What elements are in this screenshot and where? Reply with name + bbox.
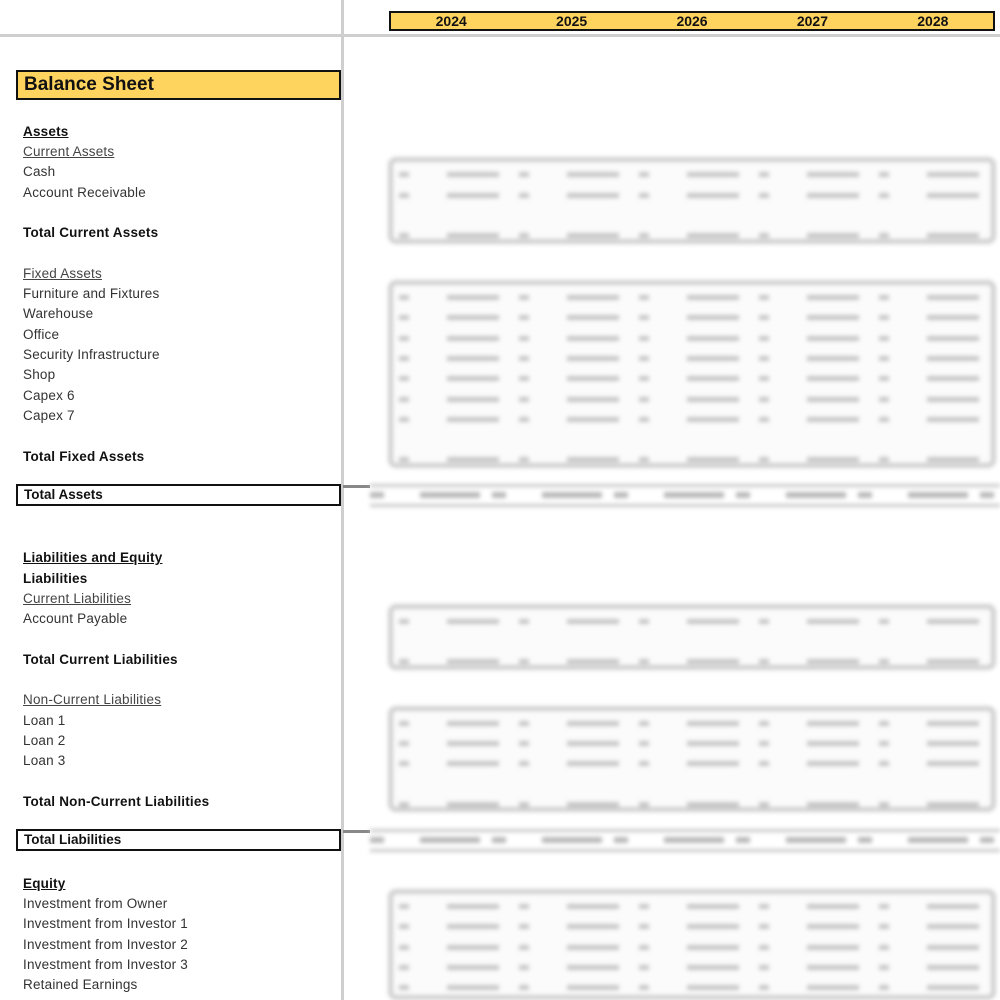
row-label-account-receivable: Account Receivable [23,185,146,200]
row-label-fixed-item: Furniture and Fixtures [23,286,160,301]
liabilities-heading: Liabilities [23,571,88,586]
total-assets-values [370,484,1000,508]
total-assets-row [16,484,341,506]
current-assets-heading[interactable]: Current Assets [23,144,115,159]
page-title: Balance Sheet [16,70,341,100]
row-label-cash: Cash [23,164,56,179]
row-label-fixed-item: Shop [23,367,56,382]
equity-heading: Equity [23,876,66,891]
row-label-loan: Loan 3 [23,753,66,768]
row-label-total-current-liabilities: Total Current Liabilities [23,652,178,667]
year-2024: 2024 [435,13,467,29]
current-liabilities-values [388,604,996,670]
row-label-account-payable: Account Payable [23,611,128,626]
liabilities-equity-heading: Liabilities and Equity [23,550,163,565]
assets-heading: Assets [23,124,69,139]
header-divider [0,34,1000,37]
row-label-fixed-item: Security Infrastructure [23,347,160,362]
row-label-loan: Loan 1 [23,713,66,728]
total-assets-line [343,485,370,488]
year-2025: 2025 [556,13,588,29]
row-label-fixed-item: Warehouse [23,306,94,321]
row-label-total-current-assets: Total Current Assets [23,225,159,240]
row-label-equity-item: Investment from Investor 2 [23,937,189,952]
row-label-equity-item: Investment from Investor 3 [23,957,189,972]
total-liabilities-values [370,829,1000,853]
row-label-equity-item: Investment from Investor 1 [23,916,189,931]
year-2026: 2026 [676,13,708,29]
year-2027: 2027 [796,13,828,29]
current-assets-values [388,157,996,244]
row-label-total-fixed-assets: Total Fixed Assets [23,449,145,464]
row-label-total-non-current-liabilities: Total Non-Current Liabilities [23,794,210,809]
fixed-assets-values [388,280,996,468]
row-label-fixed-item: Capex 6 [23,388,75,403]
row-label-total-assets: Total Assets [24,487,103,502]
row-label-fixed-item: Office [23,327,60,342]
non-current-liabilities-heading[interactable]: Non-Current Liabilities [23,692,162,707]
fixed-assets-heading[interactable]: Fixed Assets [23,266,102,281]
row-label-equity-item: Retained Earnings [23,977,138,992]
column-divider [341,0,344,1000]
row-label-fixed-item: Capex 7 [23,408,75,423]
row-label-total-liabilities: Total Liabilities [24,832,122,847]
total-liabilities-line [343,830,370,833]
row-label-equity-item: Investment from Owner [23,896,168,911]
non-current-liabilities-values [388,706,996,812]
row-label-loan: Loan 2 [23,733,66,748]
equity-values [388,889,996,1000]
year-2028: 2028 [917,13,949,29]
total-liabilities-row [16,829,341,851]
year-header [389,11,995,31]
current-liabilities-heading[interactable]: Current Liabilities [23,591,132,606]
